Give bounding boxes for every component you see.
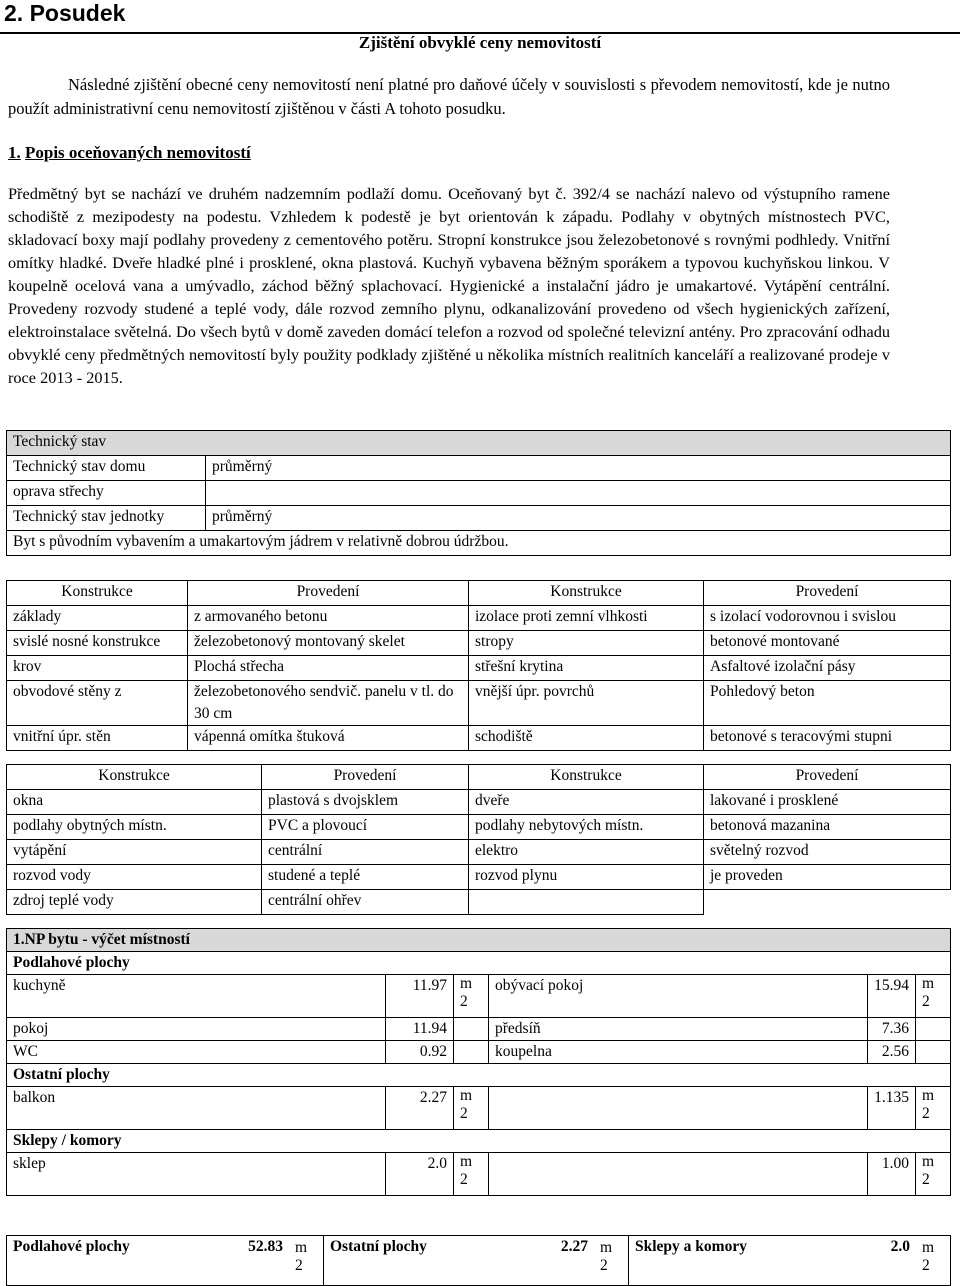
- cell: střešní krytina: [469, 656, 704, 681]
- table-row: [7, 890, 951, 915]
- unit-m2: m 2: [916, 1236, 951, 1286]
- column-header: Konstrukce: [469, 765, 704, 790]
- room-area: 2.0: [386, 1153, 454, 1196]
- summary-value: 2.0: [876, 1236, 916, 1286]
- property-description: Předmětný byt se nachází ve druhém nadzemním podlaží domu. Oceňovaný byt č. 392/4 se nachází nalevo od výstupního ramene schodiště z mezipodesty na podestu. Vzhledem k podestě je byt orientován k západu. Podlahy v obytných místnostech PVC, skladovací boxy mají podlahy provedeny z cementového potěru. Stropní konstrukce jsou železobetonové s rovnými podhledy. Vnitřní omítky hladké. Dveře hladké plné i prosklené, okna plastová. Kuchyň vybavena běžným sporákem a typovou kuchyňskou linkou. V koupelně ocelová vana a umývadlo, záchod běžný splachovací. Hygienické a instalační jádro je umakartové. Vytápění centrální. Provedeny rozvody studené a teplé vody, dále rozvod zemního plynu, odkanalizování provedeno od všech hygienických zařízení, elektroinstalace světelná. Do všech bytů v domě zaveden domácí telefon a rozvod od společné televizní antény. Pro zpracování odhadu obvyklé ceny předmětných nemovitostí byly použity podklady zjištěné u několika místních realitních kanceláří a realizované prodeje v roce 2013 - 2015.: [8, 184, 890, 387]
- table-row: [7, 726, 951, 751]
- summary-label: Ostatní plochy: [324, 1236, 555, 1286]
- cell: s izolací vodorovnou i svislou: [704, 606, 951, 631]
- room-name: kuchyně: [7, 975, 386, 1018]
- cell: centrální: [262, 840, 469, 865]
- table-row: [7, 1041, 951, 1064]
- unit-m2: m 2: [916, 1087, 951, 1130]
- section-1-heading: [8, 143, 251, 163]
- cell: plastová s dvojsklem: [262, 790, 469, 815]
- cell: rozvod plynu: [469, 865, 704, 890]
- table-row: [7, 656, 951, 681]
- room-area: 1.135: [868, 1087, 916, 1130]
- table-row: [7, 606, 951, 631]
- cell: centrální ohřev: [262, 890, 469, 915]
- cell: betonová mazanina: [704, 815, 951, 840]
- cell: základy: [7, 606, 188, 631]
- table-row: [7, 865, 951, 890]
- table-row: [7, 790, 951, 815]
- column-header: Konstrukce: [7, 765, 262, 790]
- room-name: [489, 1087, 868, 1130]
- cell: PVC a plovoucí: [262, 815, 469, 840]
- table-row: [7, 506, 951, 531]
- cell: okna: [7, 790, 262, 815]
- tech-value: průměrný: [206, 456, 951, 481]
- cell: rozvod vody: [7, 865, 262, 890]
- unit-m2: m 2: [594, 1236, 629, 1286]
- cell: železobetonový montovaný skelet: [188, 631, 469, 656]
- other-areas-label: Ostatní plochy: [7, 1064, 951, 1087]
- cell: Plochá střecha: [188, 656, 469, 681]
- section-1-title: Popis oceňovaných nemovitostí: [25, 143, 251, 162]
- cell: Pohledový beton: [704, 681, 951, 726]
- cell: světelný rozvod: [704, 840, 951, 865]
- tech-label: Technický stav jednotky: [7, 506, 206, 531]
- cell: podlahy obytných místn.: [7, 815, 262, 840]
- cell: svislé nosné konstrukce: [7, 631, 188, 656]
- rooms-title: 1.NP bytu - výčet místností: [7, 929, 951, 952]
- room-area: 2.27: [386, 1087, 454, 1130]
- cell: je proveden: [704, 865, 951, 890]
- unit-m2: m 2: [454, 975, 489, 1018]
- floor-areas-label: Podlahové plochy: [7, 952, 951, 975]
- cell: zdroj teplé vody: [7, 890, 262, 915]
- table-row: [7, 681, 951, 726]
- cell: vnitřní úpr. stěn: [7, 726, 188, 751]
- section-1-number: 1.: [8, 143, 21, 162]
- column-header: Konstrukce: [7, 581, 188, 606]
- technical-state-table: [6, 430, 951, 556]
- room-name: sklep: [7, 1153, 386, 1196]
- room-name: balkon: [7, 1087, 386, 1130]
- section-heading: 2. Posudek: [4, 0, 126, 26]
- column-header: Provedení: [188, 581, 469, 606]
- tech-value: průměrný: [206, 506, 951, 531]
- unit-m2: m 2: [454, 1153, 489, 1196]
- room-area: 7.36: [868, 1018, 916, 1041]
- cell: izolace proti zemní vlhkosti: [469, 606, 704, 631]
- table-row: [7, 631, 951, 656]
- tech-label: oprava střechy: [7, 481, 206, 506]
- cell: obvodové stěny z: [7, 681, 188, 726]
- table-row: [7, 975, 951, 1018]
- cell: vápenná omítka štuková: [188, 726, 469, 751]
- room-area: 1.00: [868, 1153, 916, 1196]
- table-row: [7, 481, 951, 506]
- summary-label: Sklepy a komory: [629, 1236, 877, 1286]
- cell: krov: [7, 656, 188, 681]
- summary-table: [6, 1235, 951, 1286]
- construction-table-1: [6, 580, 951, 751]
- column-header: Konstrukce: [469, 581, 704, 606]
- cell: podlahy nebytových místn.: [469, 815, 704, 840]
- cellar-label: Sklepy / komory: [7, 1130, 951, 1153]
- cell: dveře: [469, 790, 704, 815]
- cell: železobetonového sendvič. panelu v tl. do 30 cm: [188, 681, 469, 726]
- column-header: Provedení: [704, 765, 951, 790]
- column-header: Provedení: [262, 765, 469, 790]
- cell: betonové s teracovými stupni: [704, 726, 951, 751]
- table-row: [7, 815, 951, 840]
- cell: [704, 890, 951, 915]
- cell: lakované i prosklené: [704, 790, 951, 815]
- cell: elektro: [469, 840, 704, 865]
- unit-m2: m 2: [454, 1087, 489, 1130]
- column-header: Provedení: [704, 581, 951, 606]
- summary-value: 52.83: [241, 1236, 289, 1286]
- room-name: pokoj: [7, 1018, 386, 1041]
- summary-label: Podlahové plochy: [7, 1236, 242, 1286]
- table-row: [7, 456, 951, 481]
- room-area: 0.92: [386, 1041, 454, 1064]
- cell: stropy: [469, 631, 704, 656]
- rooms-table: [6, 928, 951, 1196]
- room-name: koupelna: [489, 1041, 868, 1064]
- room-area: 11.94: [386, 1018, 454, 1041]
- unit-m2: m 2: [916, 975, 951, 1018]
- cell: vytápění: [7, 840, 262, 865]
- unit-m2: m 2: [289, 1236, 324, 1286]
- room-name: předsíň: [489, 1018, 868, 1041]
- cell: vnější úpr. povrchů: [469, 681, 704, 726]
- tech-value: [206, 481, 951, 506]
- table-row: [7, 1018, 951, 1041]
- room-name: WC: [7, 1041, 386, 1064]
- cell: Asfaltové izolační pásy: [704, 656, 951, 681]
- cell: schodiště: [469, 726, 704, 751]
- cell: studené a teplé: [262, 865, 469, 890]
- room-name: [489, 1153, 868, 1196]
- construction-table-2: [6, 764, 951, 915]
- room-area: 2.56: [868, 1041, 916, 1064]
- unit-m2: m 2: [916, 1153, 951, 1196]
- room-area: 11.97: [386, 975, 454, 1018]
- summary-value: 2.27: [554, 1236, 594, 1286]
- summary-row: [7, 1236, 951, 1286]
- intro-paragraph: Následné zjištění obecné ceny nemovitostí není platné pro daňové účely v souvislosti s převodem nemovitostí, kde je nutno použít administrativní cenu nemovitostí zjištěnou v části A tohoto posudku.: [8, 75, 890, 118]
- cell: z armovaného betonu: [188, 606, 469, 631]
- subtitle: Zjištění obvyklé ceny nemovitostí: [358, 33, 602, 52]
- tech-label: Technický stav domu: [7, 456, 206, 481]
- cell: betonové montované: [704, 631, 951, 656]
- tech-title: Technický stav: [7, 431, 951, 456]
- room-area: 15.94: [868, 975, 916, 1018]
- table-row: [7, 840, 951, 865]
- room-name: obývací pokoj: [489, 975, 868, 1018]
- cell: [469, 890, 704, 915]
- tech-note: Byt s původním vybavením a umakartovým jádrem v relativně dobrou údržbou.: [7, 531, 951, 556]
- table-row: [7, 1087, 951, 1130]
- table-row: [7, 1153, 951, 1196]
